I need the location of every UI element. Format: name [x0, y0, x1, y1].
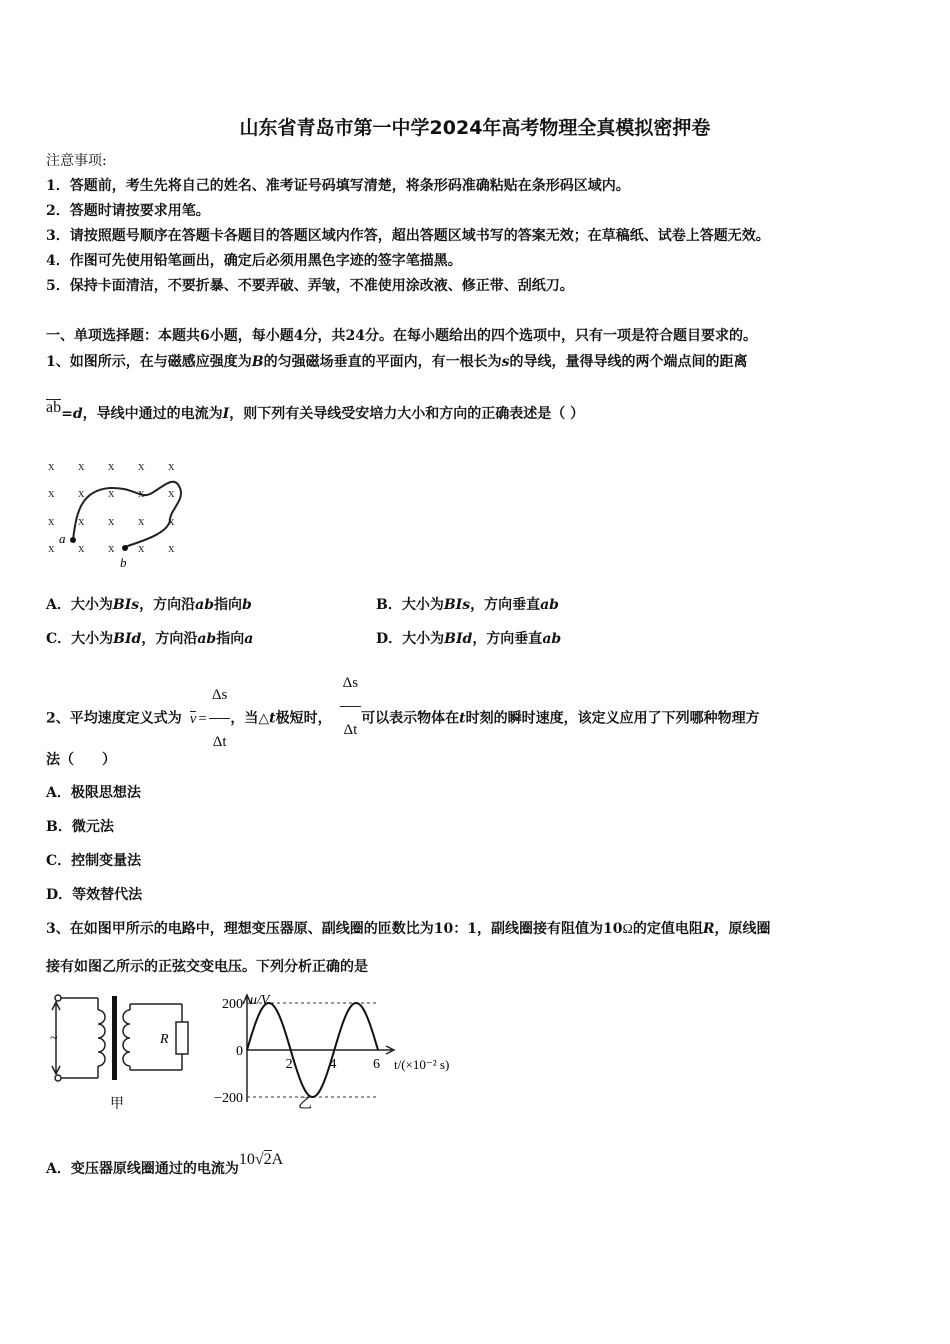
field-cross: x	[48, 540, 55, 555]
q1-option-c[interactable]: C．大小为BId，方向沿ab指向a	[46, 631, 254, 647]
y-tick-label: −200	[214, 1091, 243, 1106]
field-cross: x	[48, 485, 55, 500]
field-cross: x	[108, 540, 115, 555]
y-axis-label: u/V	[250, 993, 270, 1008]
q2-option-d[interactable]: D．等效替代法	[46, 887, 143, 903]
q2-option-c[interactable]: C．控制变量法	[46, 853, 142, 869]
field-cross: x	[78, 485, 85, 500]
q3-stem-line2: 接有如图乙所示的正弦交变电压。下列分析正确的是	[46, 959, 368, 975]
field-crosses	[48, 458, 175, 555]
field-cross: x	[168, 513, 175, 528]
notice-item: 5．保持卡面清洁，不要折暴、不要弄破、弄皱，不准使用涂改液、修正带、刮纸刀。	[46, 278, 574, 294]
field-cross: x	[138, 513, 145, 528]
field-cross: x	[168, 540, 175, 555]
q1-stem-line2: ab=d，导线中通过的电流为I，则下列有关导线受安培力大小和方向的正确表述是（ ）	[46, 399, 585, 422]
q2-option-b[interactable]: B．微元法	[46, 819, 114, 835]
field-cross: x	[138, 485, 145, 500]
x-tick-label: 4	[329, 1057, 337, 1072]
x-axis-label: t/(×10⁻² s)	[394, 1057, 450, 1072]
q1-option-a[interactable]: A．大小为BIs，方向沿ab指向b	[46, 597, 252, 613]
transformer-core	[112, 996, 117, 1080]
notice-heading: 注意事项:	[46, 153, 107, 169]
primary-coil	[98, 1010, 105, 1066]
q3-circuit-figure-jia	[40, 990, 200, 1120]
q1-option-b[interactable]: B．大小为BIs，方向垂直ab	[376, 597, 559, 613]
x-tick-label: 2	[285, 1057, 293, 1072]
field-cross: x	[108, 513, 115, 528]
fraction-ds-dt: $\frac{\Delta s}{\Delta t}$	[340, 660, 361, 753]
label-b: b	[120, 555, 127, 570]
field-cross: x	[108, 458, 115, 473]
wire-curve	[73, 482, 181, 547]
q3-option-a[interactable]: A．变压器原线圈通过的电流为10√2A	[46, 1151, 284, 1177]
resistor-label: R	[160, 1032, 169, 1047]
field-cross: x	[48, 513, 55, 528]
q1-option-d[interactable]: D．大小为BId，方向垂直ab	[376, 631, 562, 647]
q3-voltage-chart-yi	[200, 990, 480, 1120]
field-cross: x	[78, 513, 85, 528]
field-cross: x	[168, 485, 175, 500]
section-heading: 一、单项选择题：本题共6小题，每小题4分，共24分。在每小题给出的四个选项中，只有一项是符合题目要求的。	[46, 328, 757, 344]
resistor	[176, 1022, 188, 1054]
label-a: a	[59, 531, 66, 546]
q2-stem-line1: 2、平均速度定义式为 v = $\frac{\Delta s}{\Delta t}$ ，当△t极短时， $\frac{\Delta s}{\Delta t}$ 可以表示物体在t时刻的瞬时速度，该定义应用了下列哪种物理方	[46, 672, 760, 765]
y-tick-label: 200	[222, 997, 243, 1012]
field-cross: x	[48, 458, 55, 473]
q1-magnetic-field-figure	[40, 455, 200, 575]
ac-source-symbol: ~	[50, 1031, 58, 1046]
field-cross: x	[108, 485, 115, 500]
v-bar: v	[189, 711, 197, 727]
field-cross: x	[138, 540, 145, 555]
y-tick-label: 0	[236, 1044, 243, 1059]
field-cross: x	[168, 458, 175, 473]
notice-item: 1．答题前，考生先将自己的姓名、准考证号码填写清楚，将条形码准确粘贴在条形码区域内。	[46, 178, 630, 194]
fraction-ds-dt: $\frac{\Delta s}{\Delta t}$	[209, 672, 230, 765]
secondary-coil	[123, 1010, 130, 1066]
notice-item: 4．作图可先使用铅笔画出，确定后必须用黑色字迹的签字笔描黑。	[46, 253, 462, 269]
x-tick-label: 6	[373, 1057, 380, 1072]
field-cross: x	[78, 540, 85, 555]
point-b	[122, 545, 128, 551]
ab-overline: ab	[46, 399, 62, 416]
notice-item: 2．答题时请按要求用笔。	[46, 203, 210, 219]
q2-option-a[interactable]: A．极限思想法	[46, 785, 141, 801]
page-title: 山东省青岛市第一中学2024年高考物理全真模拟密押卷	[239, 117, 711, 139]
value-10-root2: 10√2A	[238, 1151, 284, 1168]
q3-stem-line1: 3、在如图甲所示的电路中，理想变压器原、副线圈的匝数比为10：1，副线圈接有阻值为10Ω的定值电阻R，原线圈	[46, 921, 771, 937]
q1-stem-line1: 1、如图所示，在与磁感应强度为B的匀强磁场垂直的平面内，有一根长为s的导线，量得导线的两个端点间的距离	[46, 354, 748, 370]
notice-item: 3．请按照题号顺序在答题卡各题目的答题区域内作答，超出答题区域书写的答案无效；在草稿纸、试卷上答题无效。	[46, 228, 770, 244]
q2-stem-line2: 法（ ）	[46, 752, 116, 768]
figure-jia-label: 甲	[110, 1097, 124, 1112]
field-cross: x	[78, 458, 85, 473]
point-a	[70, 537, 76, 543]
field-cross: x	[138, 458, 145, 473]
figure-yi-label: 乙	[298, 1097, 312, 1112]
